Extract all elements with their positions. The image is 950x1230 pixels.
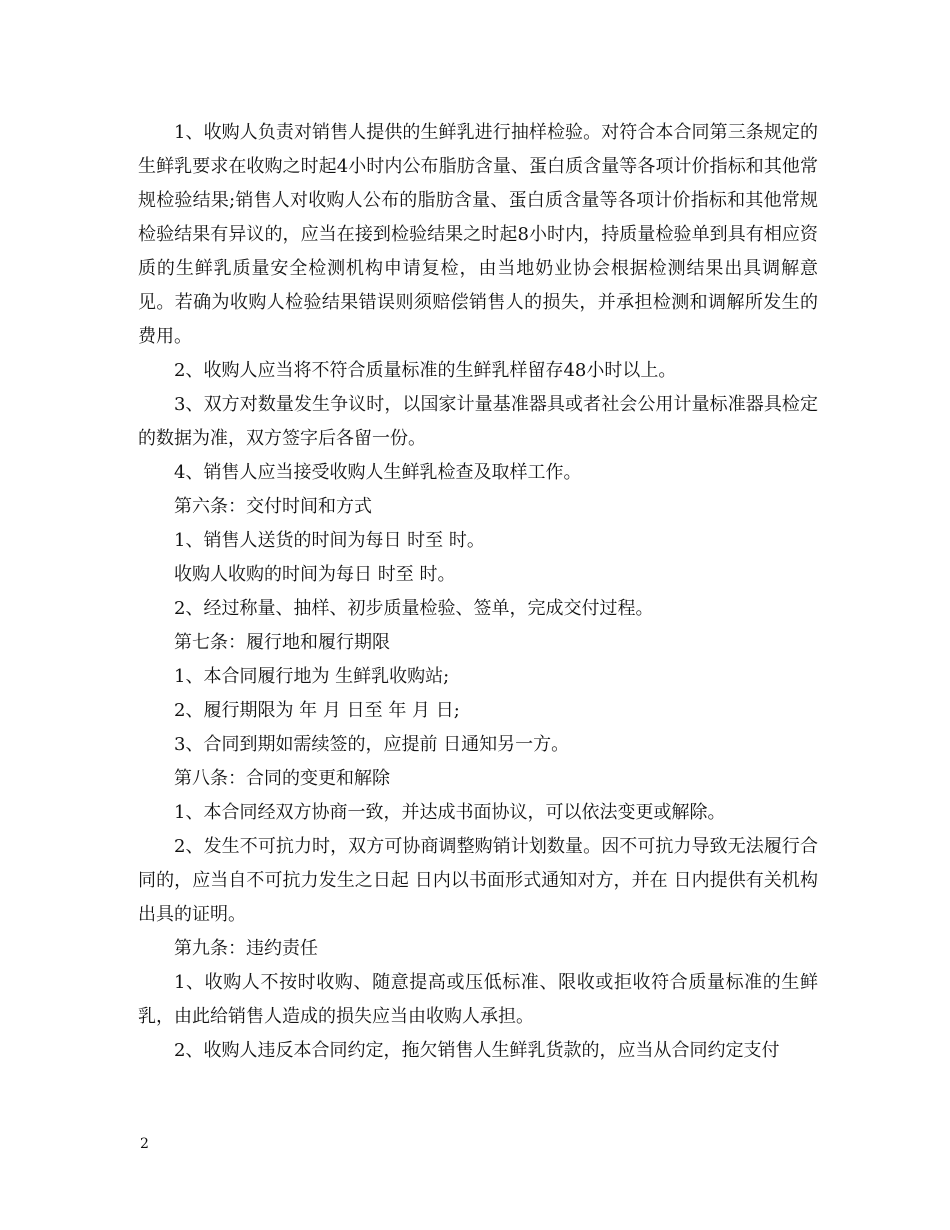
- paragraph: 2、发生不可抗力时，双方可协商调整购销计划数量。因不可抗力导致无法履行合同的，应当自不可抗力发生之日起 日内以书面形式通知对方，并在 日内提供有关机构出具的证明。: [138, 836, 818, 925]
- paragraph: 1、本合同履行地为 生鲜乳收购站;: [174, 666, 450, 687]
- section-heading: 第八条：合同的变更和解除: [174, 768, 390, 789]
- paragraph: 3、双方对数量发生争议时，以国家计量基准器具或者社会公用计量标准器具检定的数据为准，双方签字后各留一份。: [138, 394, 818, 449]
- paragraph: 2、收购人违反本合同约定，拖欠销售人生鲜乳货款的，应当从合同约定支付: [174, 1040, 780, 1061]
- section-heading: 第七条：履行地和履行期限: [174, 632, 390, 653]
- page-number: 2: [140, 1136, 149, 1152]
- paragraph: 2、收购人应当将不符合质量标准的生鲜乳样留存48小时以上。: [174, 360, 677, 381]
- paragraph: 2、经过称量、抽样、初步质量检验、签单，完成交付过程。: [174, 598, 654, 619]
- section-heading: 第六条：交付时间和方式: [174, 496, 372, 517]
- paragraph: 2、履行期限为 年 月 日至 年 月 日;: [174, 700, 460, 721]
- paragraph: 1、收购人不按时收购、随意提高或压低标准、限收或拒收符合质量标准的生鲜乳，由此给销售人造成的损失应当由收购人承担。: [138, 972, 818, 1027]
- paragraph: 1、本合同经双方协商一致，并达成书面协议，可以依法变更或解除。: [174, 802, 726, 823]
- paragraph: 4、销售人应当接受收购人生鲜乳检查及取样工作。: [174, 462, 582, 483]
- document-body: [138, 116, 818, 1068]
- paragraph: 1、销售人送货的时间为每日 时至 时。: [174, 530, 485, 551]
- paragraph: 1、收购人负责对销售人提供的生鲜乳进行抽样检验。对符合本合同第三条规定的生鲜乳要求在收购之时起4小时内公布脂肪含量、蛋白质含量等各项计价指标和其他常规检验结果;销售人对收购人公布的脂肪含量、蛋白质含量等各项计价指标和其他常规检验结果有异议的，应当在接到检验结果之时起8小时内，持质量检验单到具有相应资质的生鲜乳质量安全检测机构申请复检，由当地奶业协会根据检测结果出具调解意见。若确为收购人检验结果错误则须赔偿销售人的损失，并承担检测和调解所发生的费用。: [138, 122, 818, 347]
- section-heading: 第九条：违约责任: [174, 938, 318, 959]
- paragraph: 3、合同到期如需续签的，应提前 日通知另一方。: [174, 734, 570, 755]
- paragraph: 收购人收购的时间为每日 时至 时。: [174, 564, 456, 585]
